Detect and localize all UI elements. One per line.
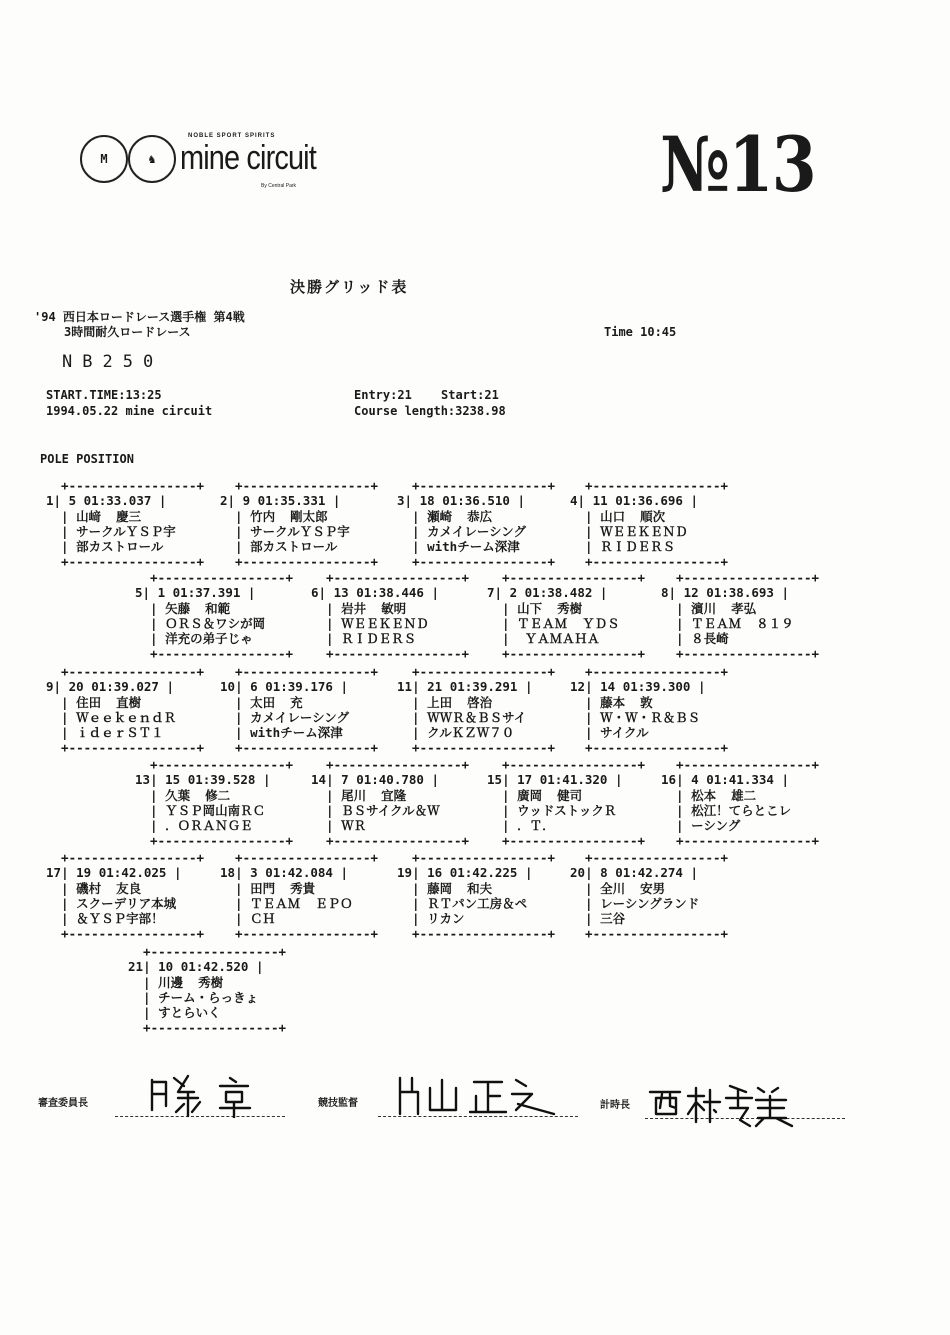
- team-name: ＴＥＡＭ ＥＰＯ: [250, 895, 353, 911]
- bike-number: 19: [76, 865, 92, 881]
- bike-number: 7: [341, 772, 349, 788]
- signature-director: [392, 1074, 562, 1122]
- crest-icon: M: [80, 135, 128, 183]
- grid-cell-border: +-----------------+: [220, 554, 379, 570]
- qualifying-time: 01:36.510: [442, 493, 510, 509]
- grid-cell-border: +-----------------+: [487, 570, 646, 585]
- rider-name: 瀬崎 恭広: [427, 508, 493, 524]
- grid-cell-border: +-----------------+: [311, 570, 470, 585]
- qualifying-time: 01:39.027: [91, 679, 159, 695]
- grid-cell-border: +-----------------+: [397, 478, 556, 493]
- grid-cell-border: +-----------------+: [220, 926, 379, 942]
- pole-position-label: POLE POSITION: [40, 452, 134, 466]
- bike-number: 20: [68, 679, 84, 695]
- rider-name: 松本 雄二: [691, 787, 757, 803]
- logo-tagline: NOBLE SPORT SPIRITS: [188, 133, 276, 139]
- grid-position: 15: [487, 772, 503, 788]
- grid-cell: +-----------------+ 8| 12 01:38.693 | | 濱川 孝弘 | ＴＥＡＭ ８１９ | ８長崎 +-----------------+: [661, 570, 820, 662]
- bike-number: 9: [242, 493, 251, 509]
- grid-cell: +-----------------+ 21| 10 01:42.520 | | 川邊 秀樹 | チーム・らっきょ | すとらいく +-----------------+: [128, 944, 287, 1036]
- sig-label-timekeeper: 計時長: [600, 1100, 630, 1111]
- team-name: ＆ＹＳＰ宇部！: [76, 911, 164, 927]
- grid-position: 14: [311, 772, 327, 788]
- grid-cell-border: +-----------------+: [397, 740, 556, 756]
- qualifying-time: 01:39.300: [622, 679, 691, 695]
- bike-number: 16: [427, 865, 443, 881]
- grid-cell-border: +-----------------+: [570, 850, 729, 865]
- grid-cell-border: +-----------------+: [220, 478, 379, 493]
- start-time: START.TIME:13:25: [46, 388, 162, 402]
- grid-cell-border: +-----------------+: [487, 757, 646, 772]
- page-title: 決勝グリッド表: [290, 278, 409, 296]
- team-name: リカン: [427, 911, 465, 927]
- grid-cell-border: +-----------------+: [661, 833, 820, 849]
- grid-cell: +-----------------+ 19| 16 01:42.225 | | 藤岡 和夫 | ＲＴパン工房＆ペ | リカン +-----------------+: [397, 850, 556, 942]
- grid-position: 12: [570, 679, 586, 695]
- grid-cell: +-----------------+ 10| 6 01:39.176 | | 太田 充 | カメイレーシング | withチーム深津 +-----------------+: [220, 664, 379, 756]
- qualifying-time: 01:42.025: [98, 865, 167, 881]
- qualifying-time: 01:41.334: [706, 772, 774, 788]
- team-name: カメイレーシング: [427, 523, 527, 539]
- start-count: Start:21: [441, 388, 499, 402]
- bike-number: 3: [250, 865, 258, 881]
- grid-cell-border: +-----------------+: [46, 664, 205, 679]
- grid-cell-border: +-----------------+: [487, 646, 646, 662]
- team-name: withチーム深津: [427, 539, 520, 555]
- grid-position: 4: [570, 493, 578, 509]
- qualifying-time: 01:33.037: [83, 493, 152, 509]
- grid-position: 20: [570, 865, 586, 881]
- rider-name: 久葉 修二: [165, 787, 231, 803]
- grid-cell-border: +-----------------+: [311, 646, 470, 662]
- qualifying-time: 01:41.320: [539, 772, 608, 788]
- team-name: サークルＹＳＰ宇: [250, 523, 350, 539]
- rider-name: 山﨑 慶三: [76, 508, 142, 524]
- bike-number: 2: [509, 585, 518, 601]
- grid-cell-border: +-----------------+: [397, 926, 556, 942]
- bike-number: 15: [165, 772, 181, 788]
- grid-position: 13: [135, 772, 151, 788]
- grid-position: 16: [661, 772, 677, 788]
- grid-position: 19: [397, 865, 413, 881]
- rider-name: 尾川 宜隆: [341, 787, 407, 803]
- team-name: ＣＨ: [250, 911, 276, 927]
- grid-cell-border: +-----------------+: [661, 757, 820, 772]
- grid-position: 1: [46, 493, 54, 509]
- grid-cell: +-----------------+ 18| 3 01:42.084 | | 田門 秀貴 | ＴＥＡＭ ＥＰＯ | ＣＨ +-----------------+: [220, 850, 379, 942]
- grid-cell: +-----------------+ 14| 7 01:40.780 | | 尾川 宜隆 | ＢＳサイクル＆Ｗ | ＷＲ +-----------------+: [311, 757, 470, 849]
- team-name: クルＫＺＷ７０: [427, 725, 515, 741]
- rider-name: 太田 充: [250, 694, 303, 710]
- team-name: チーム・らっきょ: [158, 989, 259, 1005]
- qualifying-time: 01:38.446: [356, 585, 424, 601]
- grid-position: 10: [220, 679, 236, 695]
- qualifying-time: 01:42.225: [449, 865, 518, 881]
- qualifying-time: 01:37.391: [172, 585, 241, 601]
- rider-name: 田門 秀貴: [250, 880, 316, 896]
- rider-name: 矢藤 和範: [165, 600, 231, 616]
- grid-cell-border: +-----------------+: [128, 1020, 287, 1036]
- rider-name: 山口 順次: [600, 508, 666, 524]
- grid-cell: +-----------------+ 1| 5 01:33.037 | | 山﨑 慶三 | サークルＹＳＰ宇 | 部カストロール +-----------------+: [46, 478, 205, 570]
- grid-position: 6: [311, 585, 319, 601]
- bike-number: 8: [600, 865, 608, 881]
- qualifying-time: 01:39.176: [265, 679, 333, 695]
- signature-timekeeper: [646, 1082, 796, 1132]
- rider-name: 山下 秀樹: [517, 600, 583, 616]
- grid-cell: +-----------------+ 5| 1 01:37.391 | | 矢藤 和範 | ＯＲＳ＆ワシが岡 | 洋充の弟子じゃ +-----------------+: [135, 570, 294, 662]
- team-name: 部カストロール: [76, 539, 164, 555]
- team-name: ＷＥＥＫＥＮＤ: [341, 615, 429, 631]
- grid-cell-border: +-----------------+: [570, 478, 729, 493]
- event-line1: '94 西日本ロードレース選手権 第4戦: [34, 310, 245, 324]
- team-name: ＴＥＡＭ ８１９: [691, 615, 794, 631]
- team-name: ＷＷＲ＆ＢＳサイ: [427, 709, 527, 725]
- team-name: すとらいく: [158, 1005, 221, 1021]
- team-name: ＲＴパン工房＆ペ: [427, 895, 528, 911]
- team-name: 洋充の弟子じゃ: [165, 631, 253, 647]
- grid-position: 5: [135, 585, 143, 601]
- rider-name: 廣岡 健司: [517, 787, 583, 803]
- grid-cell: +-----------------+ 13| 15 01:39.528 | | 久葉 修二 | ＹＳＰ岡山南ＲＣ | ．ＯＲＡＮＧＥ +-----------------+: [135, 757, 294, 849]
- grid-cell-border: +-----------------+: [487, 833, 646, 849]
- team-name: ＢＳサイクル＆Ｗ: [341, 802, 440, 818]
- knight-icon: ♞: [128, 135, 176, 183]
- team-name: ＷｅｅｋｅｎｄＲ: [76, 709, 177, 725]
- bike-number: 4: [691, 772, 699, 788]
- grid-cell-border: +-----------------+: [46, 740, 205, 756]
- grid-position: 2: [220, 493, 228, 509]
- team-name: 部カストロール: [250, 539, 338, 555]
- team-name: ーシング: [691, 818, 741, 834]
- team-name: サイクル: [600, 725, 649, 741]
- team-name: 三谷: [600, 911, 626, 927]
- event-line2: 3時間耐久ロードレース: [64, 325, 191, 339]
- grid-cell-border: +-----------------+: [570, 740, 729, 756]
- logo-sub: By Central Park: [261, 183, 297, 189]
- grid-cell-border: +-----------------+: [128, 944, 287, 959]
- qualifying-time: 01:42.084: [265, 865, 333, 881]
- bike-number: 10: [158, 959, 174, 975]
- rider-name: 磯村 友良: [76, 880, 142, 896]
- team-name: ｉｄｅｒＳＴ１: [76, 725, 164, 741]
- team-name: 松江！てらとこレ: [691, 802, 792, 818]
- event-time: Time 10:45: [604, 325, 677, 339]
- qualifying-time: 01:42.520: [180, 959, 249, 975]
- team-name: スクーデリア本城: [76, 895, 177, 911]
- team-name: ＴＥＡＭ ＹＤＳ: [517, 615, 620, 631]
- team-name: ＯＲＳ＆ワシが岡: [165, 615, 266, 631]
- grid-cell: +-----------------+ 7| 2 01:38.482 | | 山下 秀樹 | ＴＥＡＭ ＹＤＳ | ＹＡＭＡＨＡ +-----------------+: [487, 570, 646, 662]
- sig-label-director: 競技監督: [318, 1098, 358, 1109]
- bike-number: 5: [68, 493, 77, 509]
- sig-label-steward: 審査委員長: [38, 1098, 88, 1109]
- grid-cell-border: +-----------------+: [570, 664, 729, 679]
- team-name: ８長崎: [691, 631, 729, 647]
- rider-name: 上田 啓治: [427, 694, 493, 710]
- bike-number: 12: [683, 585, 699, 601]
- grid-cell-border: +-----------------+: [397, 664, 556, 679]
- grid-position: 3: [397, 493, 405, 509]
- team-name: カメイレーシング: [250, 709, 350, 725]
- grid-position: 11: [397, 679, 413, 695]
- rider-name: 藤本 敦: [600, 694, 653, 710]
- bike-number: 17: [517, 772, 533, 788]
- rider-name: 濱川 孝弘: [691, 600, 757, 616]
- team-name: ＹＡＭＡＨＡ: [517, 631, 600, 647]
- qualifying-time: 01:39.528: [187, 772, 256, 788]
- grid-cell-border: +-----------------+: [46, 926, 205, 942]
- grid-position: 18: [220, 865, 236, 881]
- team-name: ＷＥＥＫＥＮＤ: [600, 523, 688, 539]
- rider-name: 竹内 剛太郎: [250, 508, 328, 524]
- grid-position: 17: [46, 865, 62, 881]
- entry-count: Entry:21: [354, 388, 412, 402]
- rider-name: 岩井 敏明: [341, 600, 407, 616]
- bike-number: 13: [333, 585, 349, 601]
- rider-name: 藤岡 和夫: [427, 880, 493, 896]
- bike-number: 21: [427, 679, 443, 695]
- bike-number: 18: [419, 493, 435, 509]
- qualifying-time: 01:38.482: [524, 585, 593, 601]
- rider-name: 全川 安男: [600, 880, 666, 896]
- grid-cell-border: +-----------------+: [311, 833, 470, 849]
- team-name: ＹＳＰ岡山南ＲＣ: [165, 802, 266, 818]
- grid-cell-border: +-----------------+: [661, 646, 820, 662]
- team-name: withチーム深津: [250, 725, 343, 741]
- grid-position: 21: [128, 959, 144, 975]
- rider-name: 川邊 秀樹: [158, 974, 224, 990]
- circuit-logo: [76, 125, 376, 195]
- team-name: ＲＩＤＥＲＳ: [600, 539, 676, 555]
- rider-name: 住田 直樹: [76, 694, 142, 710]
- grid-cell-border: +-----------------+: [135, 757, 294, 772]
- grid-cell: +-----------------+ 6| 13 01:38.446 | | 岩井 敏明 | ＷＥＥＫＥＮＤ | ＲＩＤＥＲＳ +-----------------+: [311, 570, 470, 662]
- grid-cell-border: +-----------------+: [570, 554, 729, 570]
- team-name: Ｗ・Ｗ・Ｒ＆ＢＳ: [600, 709, 701, 725]
- grid-cell-border: +-----------------+: [311, 757, 470, 772]
- grid-cell-border: +-----------------+: [135, 833, 294, 849]
- grid-cell: +-----------------+ 17| 19 01:42.025 | | 磯村 友良 | スクーデリア本城 | ＆ＹＳＰ宇部！ +-----------------+: [46, 850, 205, 942]
- qualifying-time: 01:39.291: [449, 679, 518, 695]
- grid-cell: +-----------------+ 9| 20 01:39.027 | | 住田 直樹 | ＷｅｅｋｅｎｄＲ | ｉｄｅｒＳＴ１ +-----------------+: [46, 664, 205, 756]
- grid-cell: +-----------------+ 12| 14 01:39.300 | | 藤本 敦 | Ｗ・Ｗ・Ｒ＆ＢＳ | サイクル +-----------------+: [570, 664, 729, 756]
- class-name: NB250: [62, 352, 164, 372]
- grid-cell: +-----------------+ 15| 17 01:41.320 | | 廣岡 健司 | ウッドストックＲ | ．Ｔ． +-----------------+: [487, 757, 646, 849]
- grid-cell-border: +-----------------+: [570, 926, 729, 942]
- team-name: ＲＩＤＥＲＳ: [341, 631, 417, 647]
- grid-cell-border: +-----------------+: [220, 850, 379, 865]
- team-name: ウッドストックＲ: [517, 802, 617, 818]
- bike-number: 14: [600, 679, 616, 695]
- bike-number: 1: [157, 585, 166, 601]
- grid-cell: +-----------------+ 3| 18 01:36.510 | | 瀬崎 恭広 | カメイレーシング | withチーム深津 +-----------------+: [397, 478, 556, 570]
- grid-cell: +-----------------+ 20| 8 01:42.274 | | 全川 安男 | レーシングランド | 三谷 +-----------------+: [570, 850, 729, 942]
- date-place: 1994.05.22 mine circuit: [46, 404, 213, 418]
- signature-steward: [148, 1072, 278, 1122]
- bike-number: 6: [250, 679, 258, 695]
- team-name: サークルＹＳＰ宇: [76, 523, 176, 539]
- logo-name: mine circuit: [180, 139, 316, 177]
- team-name: レーシングランド: [600, 895, 700, 911]
- team-name: ＷＲ: [341, 818, 367, 834]
- grid-cell-border: +-----------------+: [135, 570, 294, 585]
- grid-cell: +-----------------+ 11| 21 01:39.291 | | 上田 啓治 | ＷＷＲ＆ＢＳサイ | クルＫＺＷ７０ +-----------------+: [397, 664, 556, 756]
- grid-position: 7: [487, 585, 495, 601]
- grid-cell: +-----------------+ 16| 4 01:41.334 | | 松本 雄二 | 松江！てらとこレ | ーシング +-----------------+: [661, 757, 820, 849]
- qualifying-time: 01:40.780: [356, 772, 424, 788]
- grid-cell-border: +-----------------+: [46, 478, 205, 493]
- grid-cell-border: +-----------------+: [220, 740, 379, 756]
- qualifying-time: 01:42.274: [615, 865, 683, 881]
- grid-cell-border: +-----------------+: [397, 554, 556, 570]
- grid-cell-border: +-----------------+: [220, 664, 379, 679]
- grid-cell: +-----------------+ 4| 11 01:36.696 | | 山口 順次 | ＷＥＥＫＥＮＤ | ＲＩＤＥＲＳ +-----------------+: [570, 478, 729, 570]
- grid-position: 8: [661, 585, 669, 601]
- grid-cell-border: +-----------------+: [46, 850, 205, 865]
- course-length: Course length:3238.98: [354, 404, 506, 418]
- team-name: ．Ｔ．: [517, 818, 555, 834]
- qualifying-time: 01:36.696: [615, 493, 683, 509]
- grid-position: 9: [46, 679, 54, 695]
- bike-number: 11: [592, 493, 608, 509]
- grid-cell-border: +-----------------+: [661, 570, 820, 585]
- qualifying-time: 01:38.693: [706, 585, 774, 601]
- grid-cell-border: +-----------------+: [397, 850, 556, 865]
- grid-cell-border: +-----------------+: [135, 646, 294, 662]
- grid-cell: +-----------------+ 2| 9 01:35.331 | | 竹内 剛太郎 | サークルＹＳＰ宇 | 部カストロール +-----------------+: [220, 478, 379, 570]
- grid-cell-border: +-----------------+: [46, 554, 205, 570]
- team-name: ．ＯＲＡＮＧＥ: [165, 818, 253, 834]
- document-number: №13: [660, 120, 816, 209]
- qualifying-time: 01:35.331: [257, 493, 326, 509]
